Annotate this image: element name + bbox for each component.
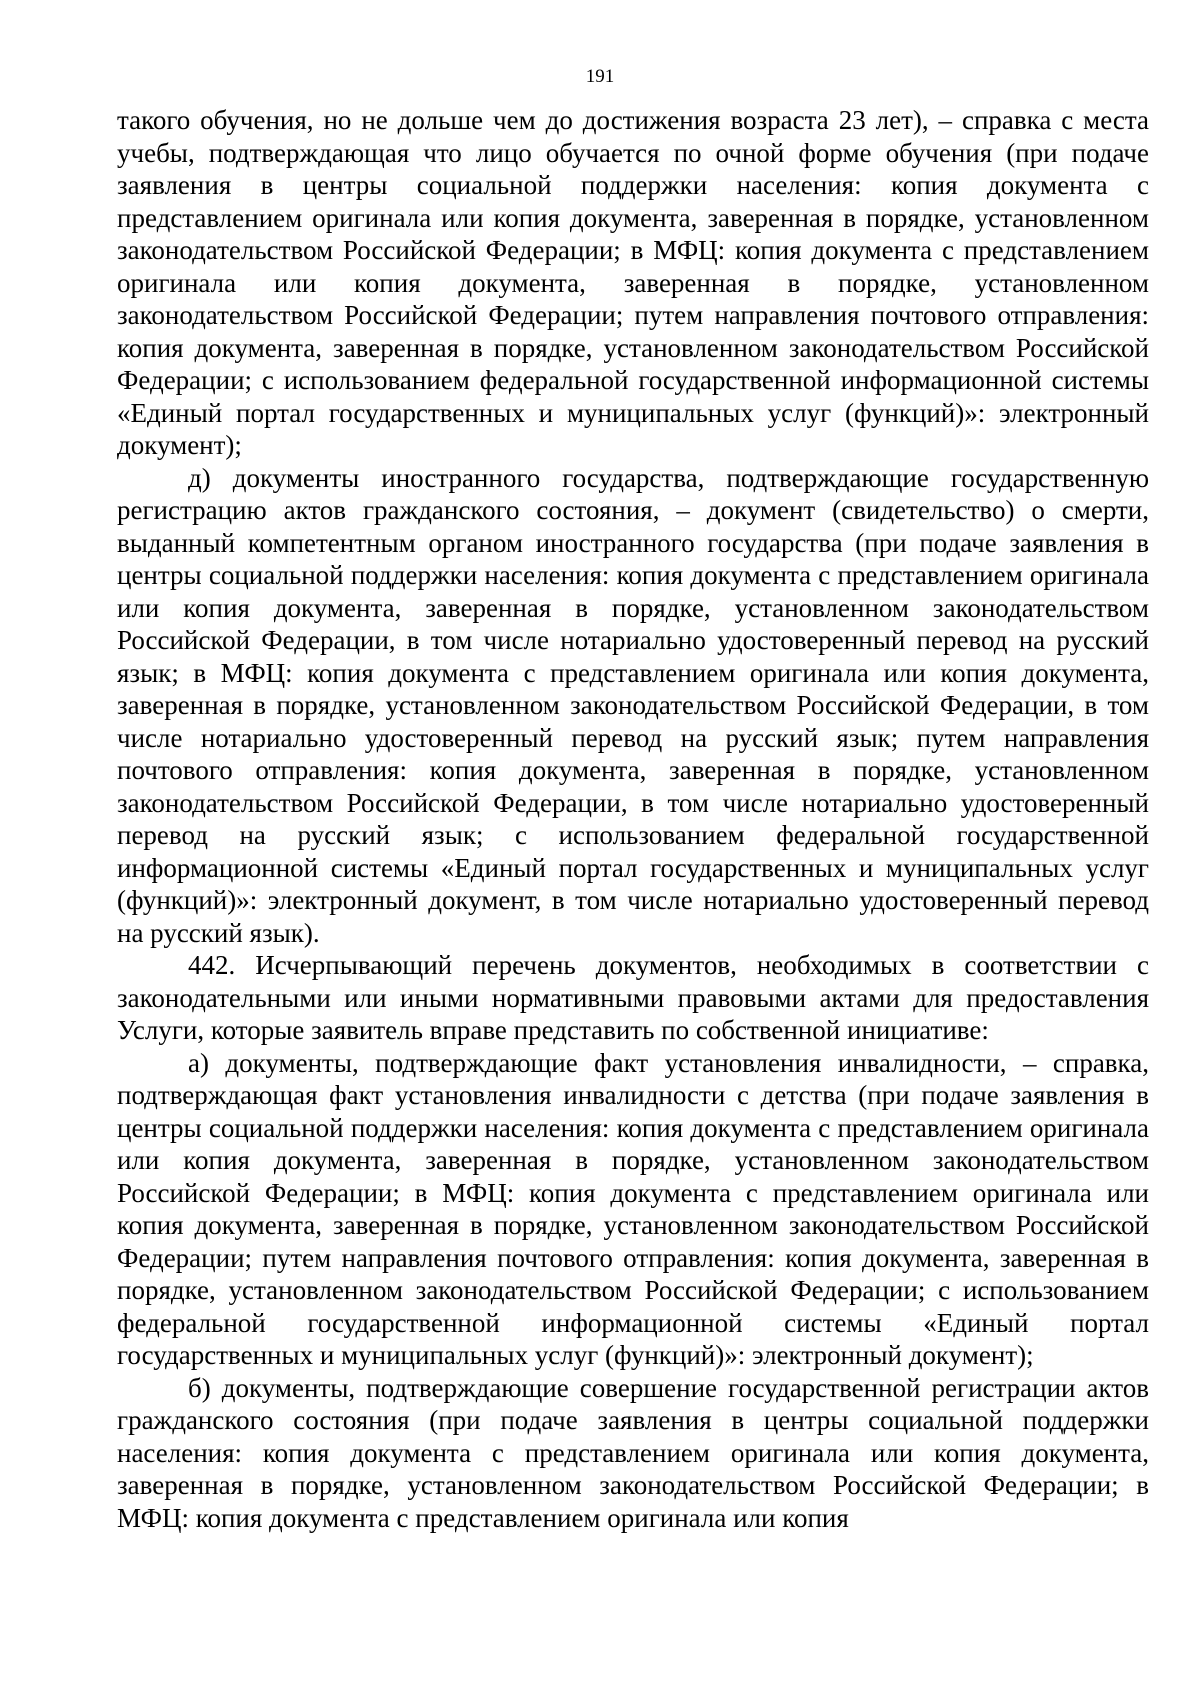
paragraph-item-b: б) документы, подтверждающие совершение государственной регистрации актов гражданского состояния (при подаче заявления в центры социальной поддержки населения: копия документа с представлением оригинала или копия документа, заверенная в порядке, установленном законодательством Российской Федерации; в МФЦ: копия документа с представлением оригинала или копия	[117, 1372, 1149, 1533]
paragraph-continuation: такого обучения, но не дольше чем до достижения возраста 23 лет), – справка с места учебы, подтверждающая что лицо обучается по очной форме обучения (при подаче заявления в центры социальной поддержки населения: копия документа с представлением оригинала или копия документа, заверенная в порядке, установленном законодательством Российской Федерации; в МФЦ: копия документа с представлением оригинала или копия документа, заверенная в порядке, установленном законодательством Российской Федерации; путем направления почтового отправления: копия документа, заверенная в порядке, установленном законодательством Российской Федерации; с использованием федеральной государственной информационной системы «Единый портал государственных и муниципальных услуг (функций)»: электронный документ);	[117, 105, 1149, 460]
paragraph-442: 442. Исчерпывающий перечень документов, необходимых в соответствии с законодательными или иными нормативными правовыми актами для предоставления Услуги, которые заявитель вправе представить по собственной инициативе:	[117, 950, 1149, 1045]
document-body	[117, 104, 1149, 1534]
page-number: 191	[585, 66, 615, 87]
paragraph-item-d: д) документы иностранного государства, подтверждающие государственную регистрацию актов гражданского состояния, – документ (свидетельство) о смерти, выданный компетентным органом иностранного государства (при подаче заявления в центры социальной поддержки населения: копия документа с представлением оригинала или копия документа, заверенная в порядке, установленном законодательством Российской Федерации, в том числе нотариально удостоверенный перевод на русский язык; в МФЦ: копия документа с представлением оригинала или копия документа, заверенная в порядке, установленном законодательством Российской Федерации, в том числе нотариально удостоверенный перевод на русский язык; путем направления почтового отправления: копия документа, заверенная в порядке, установленном законодательством Российской Федерации, в том числе нотариально удостоверенный перевод на русский язык; с использованием федеральной государственной информационной системы «Единый портал государственных и муниципальных услуг (функций)»: электронный документ, в том числе нотариально удостоверенный перевод на русский язык).	[117, 462, 1149, 948]
paragraph-item-a: а) документы, подтверждающие факт установления инвалидности, – справка, подтверждающая факт установления инвалидности с детства (при подаче заявления в центры социальной поддержки населения: копия документа с представлением оригинала или копия документа, заверенная в порядке, установленном законодательством Российской Федерации; в МФЦ: копия документа с представлением оригинала или копия документа, заверенная в порядке, установленном законодательством Российской Федерации; путем направления почтового отправления: копия документа, заверенная в порядке, установленном законодательством Российской Федерации; с использованием федеральной государственной информационной системы «Единый портал государственных и муниципальных услуг (функций)»: электронный документ);	[117, 1047, 1149, 1370]
